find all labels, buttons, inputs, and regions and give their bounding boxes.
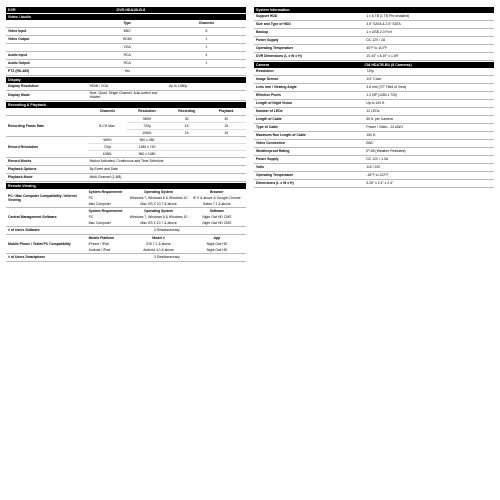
mobile-row-cell: Night Owl HD [206,247,228,252]
users-software-label: # of Users Software [8,228,40,233]
system-title: System Information [256,8,290,12]
pc-row-cell: Mac OS X 10.7 & above [140,201,177,206]
record-resolution-row [88,151,246,157]
system-row [254,37,494,45]
record-resolution-label: Record Resolution [8,144,39,149]
camera-label: Maximum Run Length of Cable [256,133,306,138]
record-resolution-size: 960 x 480 [139,137,155,142]
camera-label: Length of Night Vision [256,101,293,106]
mobile-col-model: Model # [152,235,165,240]
users-phone-row [6,254,246,262]
mobile-col-app: App [213,235,221,240]
cms-row-cell: Night Owl HD CMS [202,214,232,219]
camera-row [254,140,494,148]
col-channels: Channels [198,21,215,26]
camera-label: Resolution [256,69,274,74]
frame-rate-cell: 15 [184,130,189,135]
recording-other-rows [6,158,246,182]
video-audio-type: Yes [124,69,130,74]
video-audio-channels: 1 [205,45,208,50]
pc-row-cell: Safari 7.1 & above [202,201,231,206]
mobile-label: Mobile Phone / Tablet PC Compatibility [8,241,71,246]
mobile-row-cell: iOS 7.1 & above [146,241,171,246]
frame-rate-rows [127,116,246,136]
video-audio-channels: 8 [205,29,208,34]
camera-label: Video Connection [256,141,285,146]
dvr-header [6,7,246,13]
camera-row [254,76,494,84]
system-row [254,29,494,37]
col-playback: Playback [218,109,234,114]
mobile-row-cell: Android / iPad [88,247,110,252]
camera-value: Power / Video - 24 AWG [366,125,403,130]
camera-value: DC 12V / 1.0A [366,157,389,162]
pc-row [88,201,246,207]
col-channels-rec: Channels [99,109,116,114]
dvr-label: DVR [8,8,16,12]
cms-row [88,220,246,226]
record-resolution-block [6,137,246,158]
record-resolution-row [88,144,246,151]
camera-row [254,148,494,156]
video-audio-title: Video / Audio [8,15,31,19]
users-phone-label: # of Users Smartphone [8,255,46,260]
camera-row [254,124,494,132]
mobile-block [6,235,246,254]
camera-label: Number of LEDs [256,109,283,114]
camera-title: Camera [256,63,270,67]
camera-value: 60 ft. per Camera [366,117,393,122]
camera-value: 12 LEDs [366,109,380,114]
system-value: DC 12V / 2A [366,38,386,43]
system-row [254,13,494,21]
camera-row [254,84,494,92]
system-label: Operating Temperature [256,46,294,51]
system-label: DVR Dimensions (L x W x H) [256,54,302,59]
camera-value: IP-65 (Weather Resistant) [366,149,406,154]
video-audio-type: RCA [123,61,131,66]
video-audio-row [6,36,246,44]
col-resolution: Resolution [138,109,156,114]
recording-title: Recording & Playback [8,102,46,107]
cms-row-cell: Mac Computer [88,220,111,225]
camera-row [254,116,494,124]
display-row [6,83,246,91]
camera-label: Lens mm / Viewing Angle [256,85,297,90]
display-rows [6,83,246,101]
video-audio-channels: 1 [205,37,208,42]
pc-row-cell: PC [88,195,94,200]
mobile-col-headers [88,235,246,241]
cms-col-software: Software [209,208,225,213]
frame-rate-channels: 8-CH Max. [99,123,116,128]
recording-row [6,166,246,174]
remote-title: Remote Viewing [8,183,36,188]
pc-row-cell: IE 9 & above & Google Chrome [193,195,241,200]
camera-row [254,132,494,140]
camera-value: 5.26" x 2.4" x 2.4" [366,181,394,186]
frame-rate-row [127,116,246,123]
video-audio-col-headers [6,20,246,28]
camera-row [254,172,494,180]
cms-row-cell: Windows 7, Windows 8 & Windows 10 [129,214,188,219]
record-resolution-size: 960 x 1080 [138,151,156,156]
camera-label: Image Sensor [256,77,279,82]
video-audio-rows [6,28,246,76]
col-recording: Recording [178,109,195,114]
mobile-col-platform: Mobile Platform [88,235,115,240]
camera-value: 720p [366,69,374,74]
system-row [254,45,494,53]
system-rows [254,13,494,61]
camera-row [254,100,494,108]
video-audio-type: RCA [123,53,131,58]
camera-value: 1/4" Color [366,77,382,82]
camera-row [254,180,494,188]
frame-rate-cell: 30 [224,116,229,121]
video-audio-label: Video Input [8,29,27,34]
cms-row [88,214,246,220]
frame-rate-cell: 720p [143,123,151,128]
dvr-model: DVR-HDA10LB-8 [116,8,146,12]
cms-col-os: Operating System [144,208,174,213]
cms-row-cell: Mac OS X 10.7 & above [140,220,177,225]
mobile-row [88,247,246,253]
recording-value: Motion Activated, Continuous and Time Schedule [89,159,164,164]
system-value: 3.5" SATA & 2.5" SATA [366,22,401,27]
system-label: Support HDD [256,14,278,19]
recording-col-headers [6,108,246,116]
pc-row-cell: Mac Computer [88,201,111,206]
recording-row [6,158,246,166]
frame-rate-label: Recording Frame Rate [8,123,45,128]
camera-value: -18°F to 122°F [366,173,389,178]
recording-label: Playback Options [8,167,37,172]
pc-row [88,195,246,201]
video-audio-label: Audio Output [8,61,30,66]
camera-row [254,92,494,100]
video-audio-type: BNC [123,29,131,34]
display-value: HDMI / VGA [89,84,109,89]
users-phone-value: 3 Simultaneously [153,255,180,260]
system-label: Backup [256,30,269,35]
pc-col-browser: Browser [210,189,224,194]
system-value: 10.43" x 8.19" x 1.69" [366,54,399,59]
camera-row [254,108,494,116]
camera-label: Weatherproof Rating [256,149,290,154]
video-audio-type: VGA [123,45,131,50]
camera-label: Type of Cable [256,125,278,130]
camera-label: Length of Cable [256,117,282,122]
frame-rate-cell: 30 [184,116,189,121]
video-audio-row [6,44,246,52]
camera-value: 150 ft. [366,133,376,138]
camera-value: 3.6 mm (70° Field of View) [366,85,407,90]
camera-value: Up to 100 ft. [366,101,385,106]
video-audio-row [6,60,246,68]
recording-label: Playback Mode [8,175,33,180]
system-label: Size and Type of HDD [256,22,291,27]
pc-col-headers [88,189,246,195]
users-software-row [6,227,246,235]
video-audio-channels: 4 [205,53,208,58]
video-audio-row [6,52,246,60]
mobile-rows [88,241,246,253]
frame-rate-row [127,123,246,130]
camera-row [254,164,494,172]
video-audio-channels: 1 [205,61,208,66]
system-label: Power Supply [256,38,279,43]
camera-label: Power Supply [256,157,279,162]
camera-label: Effective Pixels [256,93,281,98]
camera-rows [254,68,494,188]
camera-value: BNC [366,141,374,146]
pc-col-os: Operating System [144,189,174,194]
record-resolution-rows [88,137,246,157]
mobile-row-cell: Night Owl HD [206,241,228,246]
display-extra: Up to 1080p [168,84,188,89]
recording-value: Multi-Channel (1-8/8) [89,175,122,180]
system-value: 1 x 6 TB (1 TB Pre-installed) [366,14,410,19]
camera-header [254,62,494,68]
frame-rate-block [6,116,246,137]
cms-col-headers [88,208,246,214]
system-value: 40°F to 110°F [366,46,388,51]
camera-value: 1.0 MP (1280 x 720) [366,93,398,98]
record-resolution-mode: 960H [103,137,112,142]
system-row [254,53,494,61]
mobile-row-cell: iPhone / iPad [88,241,109,246]
users-software-value: 3 Simultaneously [153,228,180,233]
system-value: 1 x USB 2.0 Port [366,30,392,35]
right-spec-column [254,6,494,188]
cms-col-sysreq: System Requirement [88,208,123,213]
frame-rate-cell: 15 [184,123,189,128]
record-resolution-mode: 1080L [102,151,113,156]
recording-value: By Event and Date [89,167,118,172]
record-resolution-mode: 720p [103,144,112,149]
display-label: Display Mode [8,93,30,98]
mobile-row-cell: Android 4.0 & above [143,247,174,252]
frame-rate-cell: 960H [142,116,152,121]
cms-row-cell: PC [88,214,94,219]
frame-rate-row [127,130,246,136]
mobile-row [88,241,246,247]
camera-label: Dimensions (L x W x H) [256,181,294,186]
camera-row [254,156,494,164]
recording-row [6,174,246,182]
camera-value: 110 / 220 [366,165,381,170]
video-audio-label: PTZ (RS-485) [8,69,30,74]
left-spec-column [6,6,246,262]
display-value: Nine, Quad, Single Channel, Auto-switch and Hidden [89,91,158,100]
camera-label: Volts [256,165,265,170]
display-row [6,91,246,101]
video-audio-row [6,28,246,36]
display-label: Display Resolution [8,84,39,89]
frame-rate-cell: 1080L [142,130,152,135]
video-audio-label: Audio Input [8,53,27,58]
record-resolution-row [88,137,246,144]
video-audio-row [6,68,246,76]
frame-rate-cell: 15 [224,123,229,128]
recording-label: Record Modes [8,159,32,164]
frame-rate-cell: 15 [224,130,229,135]
pc-compat-block [6,189,246,208]
video-audio-type: HDMI [122,37,132,42]
display-title: Display [8,78,21,82]
record-resolution-size: 1280 x 720 [138,144,156,149]
cms-rows [88,214,246,226]
camera-label: Operating Temperature [256,173,294,178]
cms-row-cell: Night Owl HD CMS [202,220,232,225]
camera-model: CM-HDA7B-BU (8 Cameras) [364,63,412,67]
col-type: Type [123,21,132,26]
pc-rows [88,195,246,207]
pc-col-sysreq: System Requirement [88,189,123,194]
cms-label: Central Management Software [8,214,57,219]
pc-compat-label: PC / Mac Computer Compatibility / Internet Viewing [8,193,77,202]
camera-row [254,68,494,76]
system-row [254,21,494,29]
video-audio-label: Video Output [8,37,30,42]
pc-row-cell: Windows 7, Windows 8 & Windows 10 [129,195,188,200]
cms-block [6,208,246,227]
